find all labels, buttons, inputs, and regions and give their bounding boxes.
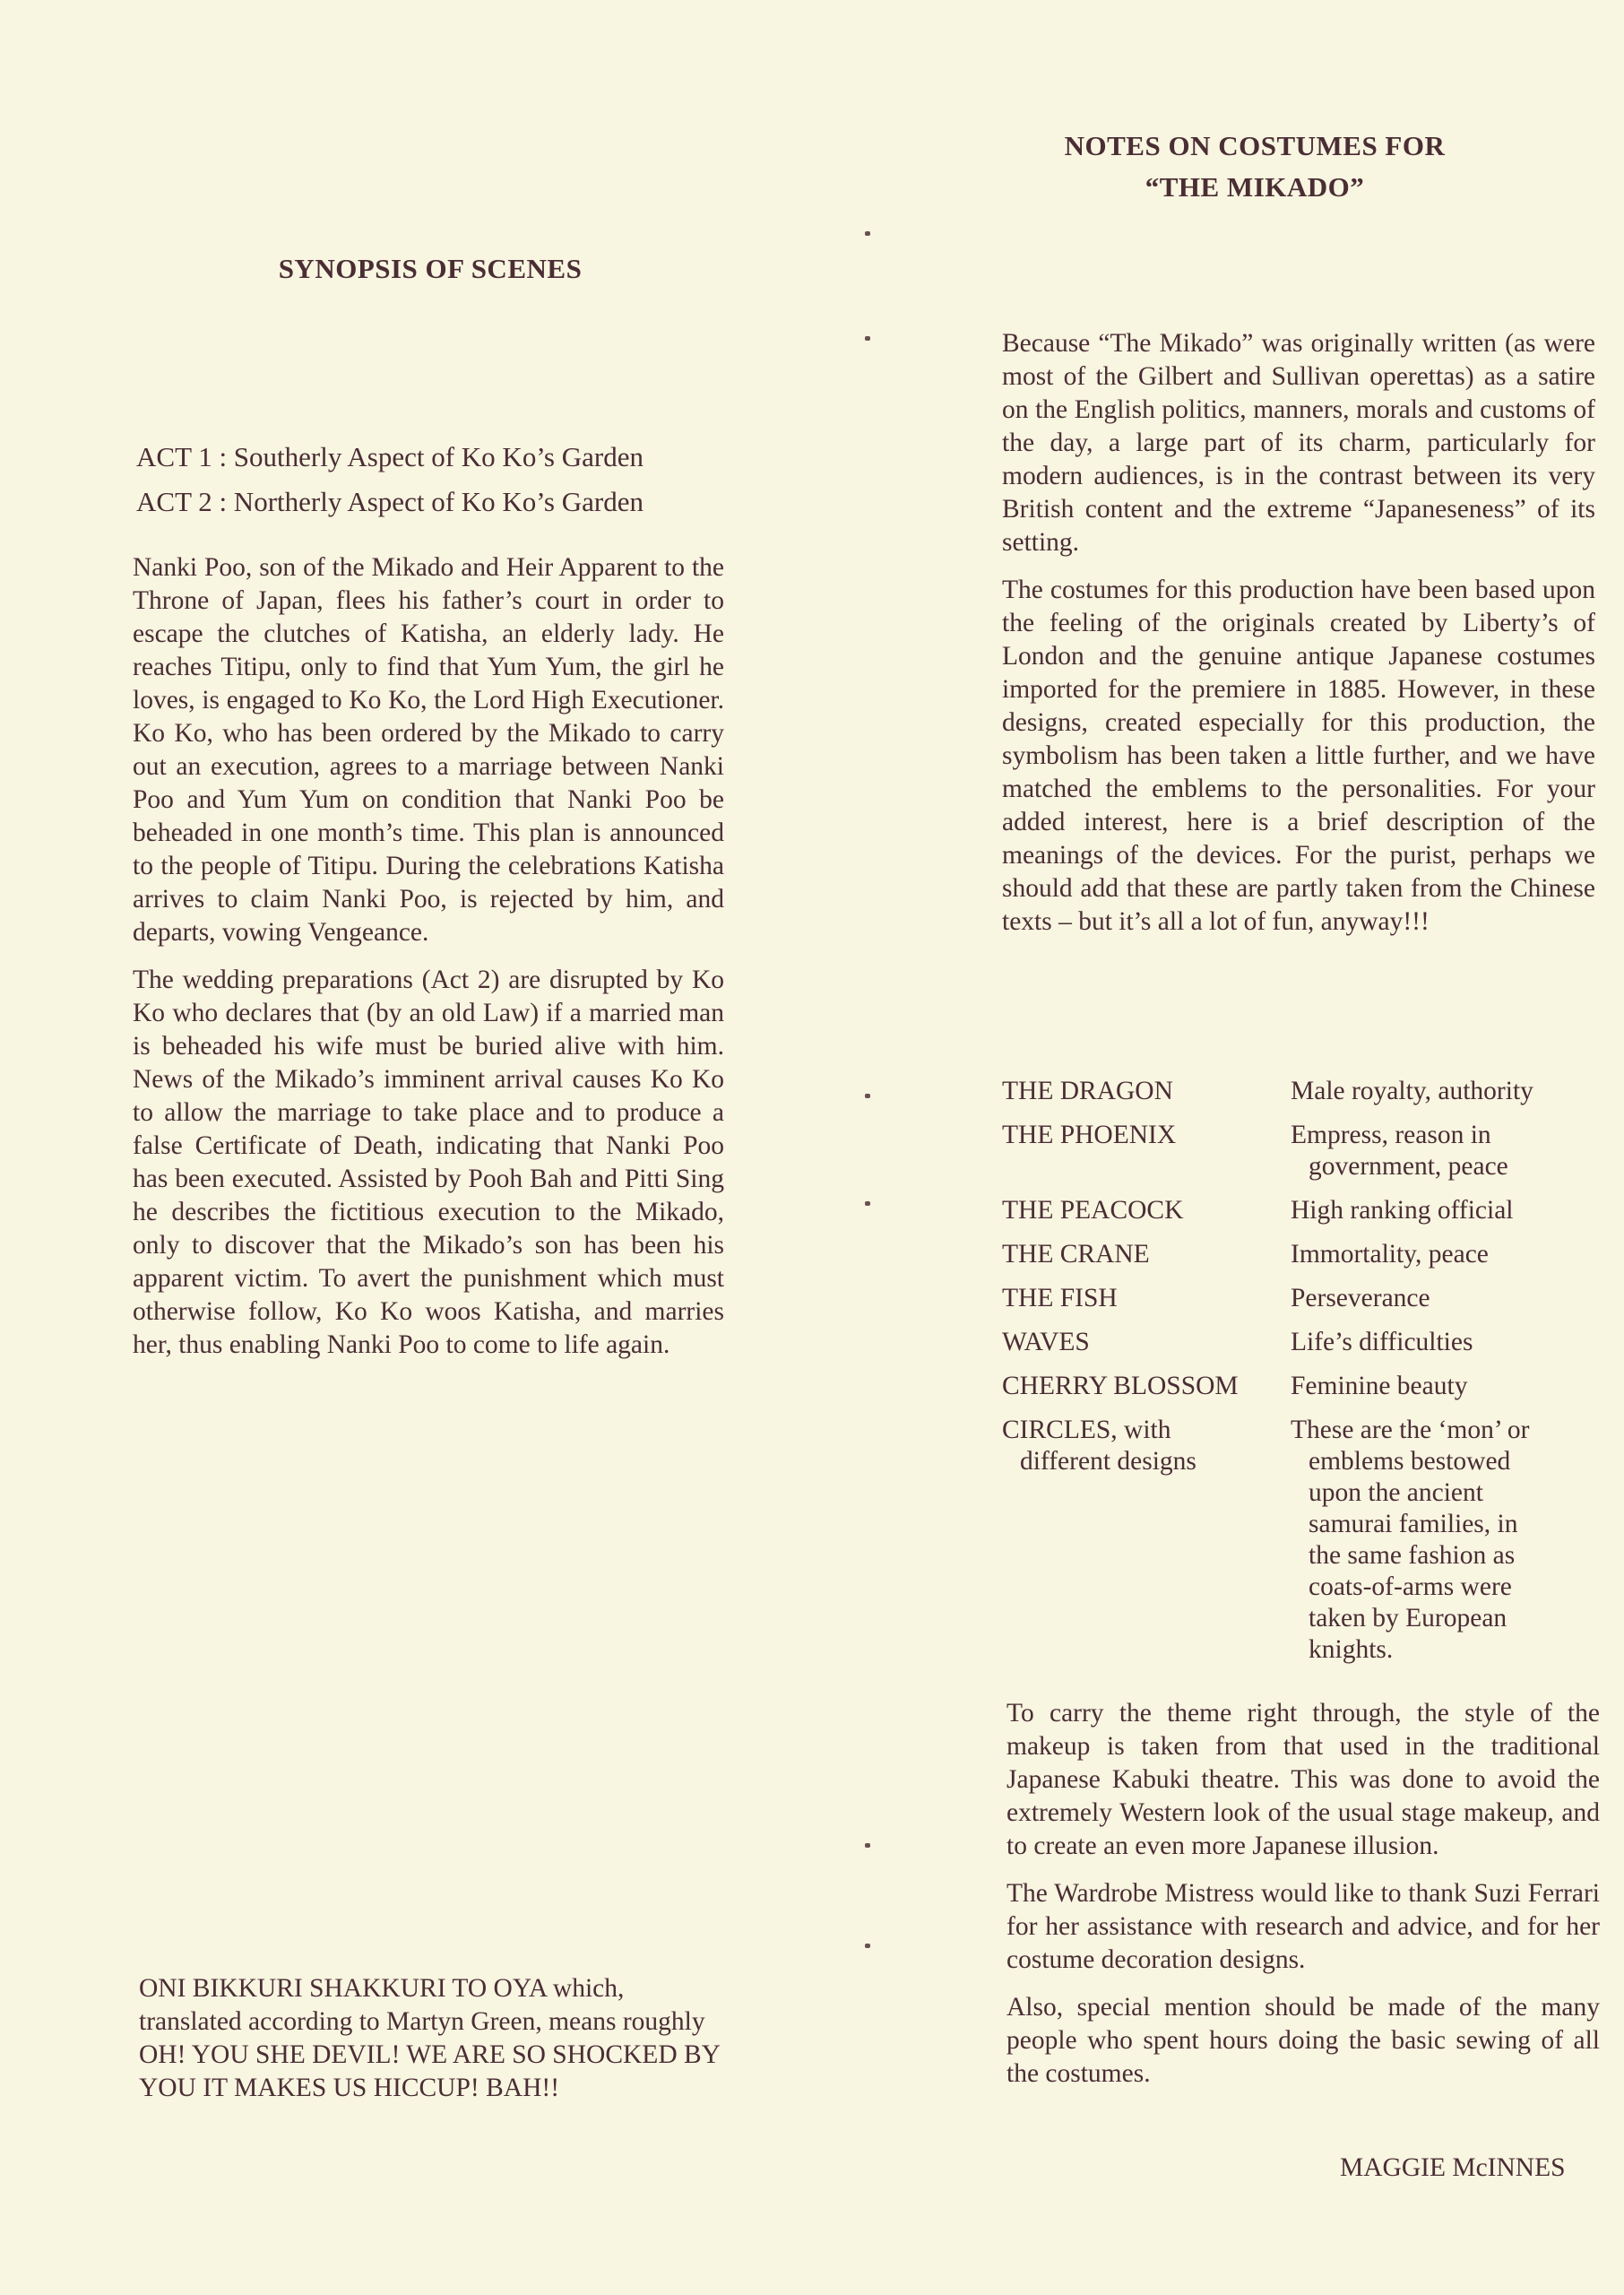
fold-mark [865,1843,870,1848]
emblem-meaning-continuation: government, peace [1309,1152,1508,1181]
fold-mark [865,1201,870,1206]
act-2: ACT 2 : Northerly Aspect of Ko Ko’s Garden [136,486,644,517]
emblem-row [1002,1076,1602,1120]
costume-notes-title [1031,126,1479,208]
emblem-symbol: THE CRANE [1002,1240,1150,1269]
costume-paragraph-2: The costumes for this production have been based upon the feeling of the originals created by Liberty’s of London and the genuine antique Japanese costumes imported for the premiere in 1885. However, in these designs, created especially for this production, the symbolism has been taken a little further, and we have matched the emblems to the personalities. For your added interest, here is a brief description of the meanings of the devices. For the purist, perhaps we should add that these are partly taken from the Chinese texts – but it’s all a lot of fun, anyway!!! [1002,576,1595,936]
emblem-meaning-line: These are the ‘mon’ or [1291,1416,1530,1444]
emblem-row [1002,1327,1602,1371]
costume-closing [1006,1697,1600,2105]
emblem-table [1002,1076,1602,1678]
emblem-meaning [1291,1415,1602,1678]
emblem-symbol: THE FISH [1002,1284,1118,1312]
special-mention-paragraph: Also, special mention should be made of the many people who spent hours doing the basic sewing of all the costumes. [1006,1993,1600,2088]
makeup-paragraph: To carry the theme right through, the style of the makeup is taken from that used in the traditional Japanese Kabuki theatre. This was done to avoid the extremely Western look of the usual stage makeup, and to create an even more Japanese illusion. [1006,1699,1600,1860]
emblem-meaning: Perseverance [1291,1284,1430,1312]
act-list [136,440,728,530]
emblem-row [1002,1371,1602,1415]
synopsis-paragraph-1: Nanki Poo, son of the Mikado and Heir Apparent to the Throne of Japan, flees his father’s court in order to escape the clutches of Katisha, an elderly lady. He reaches Titipu, only to find that Yum Yum, the girl he loves, is engaged to Ko Ko, the Lord High Executioner. Ko Ko, who has been ordered by the Mikado to carry out an execution, agrees to a marriage between Nanki Poo and Yum Yum on condition that Nanki Poo be beheaded in one month’s time. This plan is announced to the people of Titipu. During the celebrations Katisha arrives to claim Nanki Poo, is rejected by him, and departs, vowing Vengeance. [133,553,724,947]
emblem-symbol: THE DRAGON [1002,1077,1173,1105]
emblem-meaning: High ranking official [1291,1196,1514,1225]
emblem-row [1002,1239,1602,1283]
emblem-symbol: CHERRY BLOSSOM [1002,1372,1239,1400]
emblem-meaning [1291,1120,1602,1195]
emblem-meaning: Feminine beauty [1291,1372,1468,1400]
emblem-meaning: Male royalty, authority [1291,1077,1533,1105]
synopsis-paragraph-2: The wedding preparations (Act 2) are disrupted by Ko Ko who declares that (by an old Law) if a married man is beheaded his wife must be buried alive with him. News of the Mikado’s imminent arrival causes Ko Ko to allow the marriage to take place and to produce a false Certificate of Death, indicating that Nanki Poo has been executed. Assisted by Pooh Bah and Pitti Sing he describes the fictitious execution to the Mikado, only to discover that the Mikado’s son has been his apparent victim. To avert the punishment which must otherwise follow, Ko Ko woos Katisha, and marries her, thus enabling Nanki Poo to come to life again. [133,966,724,1359]
emblem-meaning: Immortality, peace [1291,1240,1489,1269]
thanks-paragraph: The Wardrobe Mistress would like to thank Suzi Ferrari for her assistance with research and advice, and for her costume decoration designs. [1006,1879,1600,1974]
costume-notes-title-line-1: NOTES ON COSTUMES FOR [1064,130,1446,161]
fold-mark [865,1944,870,1948]
fold-mark [865,231,870,236]
emblem-symbol-continuation: different designs [1020,1447,1196,1476]
emblem-symbol: THE PEACOCK [1002,1196,1184,1225]
act-1: ACT 1 : Southerly Aspect of Ko Ko’s Garden [136,441,644,472]
costume-intro [1002,327,1595,953]
author-signature: MAGGIE McINNES [1340,2153,1566,2182]
emblem-symbol-line: CIRCLES, with [1002,1416,1171,1444]
emblem-row [1002,1283,1602,1327]
emblem-row [1002,1195,1602,1239]
synopsis-text [133,551,724,1376]
emblem-meaning-line: Empress, reason in [1291,1121,1491,1149]
emblem-symbol [1002,1415,1291,1678]
emblem-symbol: WAVES [1002,1328,1090,1356]
fold-mark [865,1094,870,1098]
emblem-symbol: THE PHOENIX [1002,1121,1177,1149]
costume-notes-title-line-2: “THE MIKADO” [1145,171,1365,203]
emblem-meaning: Life’s difficulties [1291,1328,1473,1356]
costume-paragraph-1: Because “The Mikado” was originally written (as were most of the Gilbert and Sullivan operettas) as a satire on the English politics, manners, morals and customs of the day, a large part of its charm, particularly for modern audiences, is in the contrast between its very British content and the extreme “Japaneseness” of its setting. [1002,329,1595,557]
translation-note: ONI BIKKURI SHAKKURI TO OYA which, translated according to Martyn Green, means roughly OH! YOU SHE DEVIL! WE ARE SO SHOCKED BY YOU IT MAKES US HICCUP! BAH!! [139,1974,720,2102]
emblem-meaning-continuation: emblems bestowed upon the ancient samurai families, in the same fashion as coats-of-arms were taken by European knights. [1309,1447,1518,1664]
emblem-row [1002,1120,1602,1195]
synopsis-title: SYNOPSIS OF SCENES [278,253,583,284]
fold-mark [865,336,870,341]
emblem-row [1002,1415,1602,1678]
